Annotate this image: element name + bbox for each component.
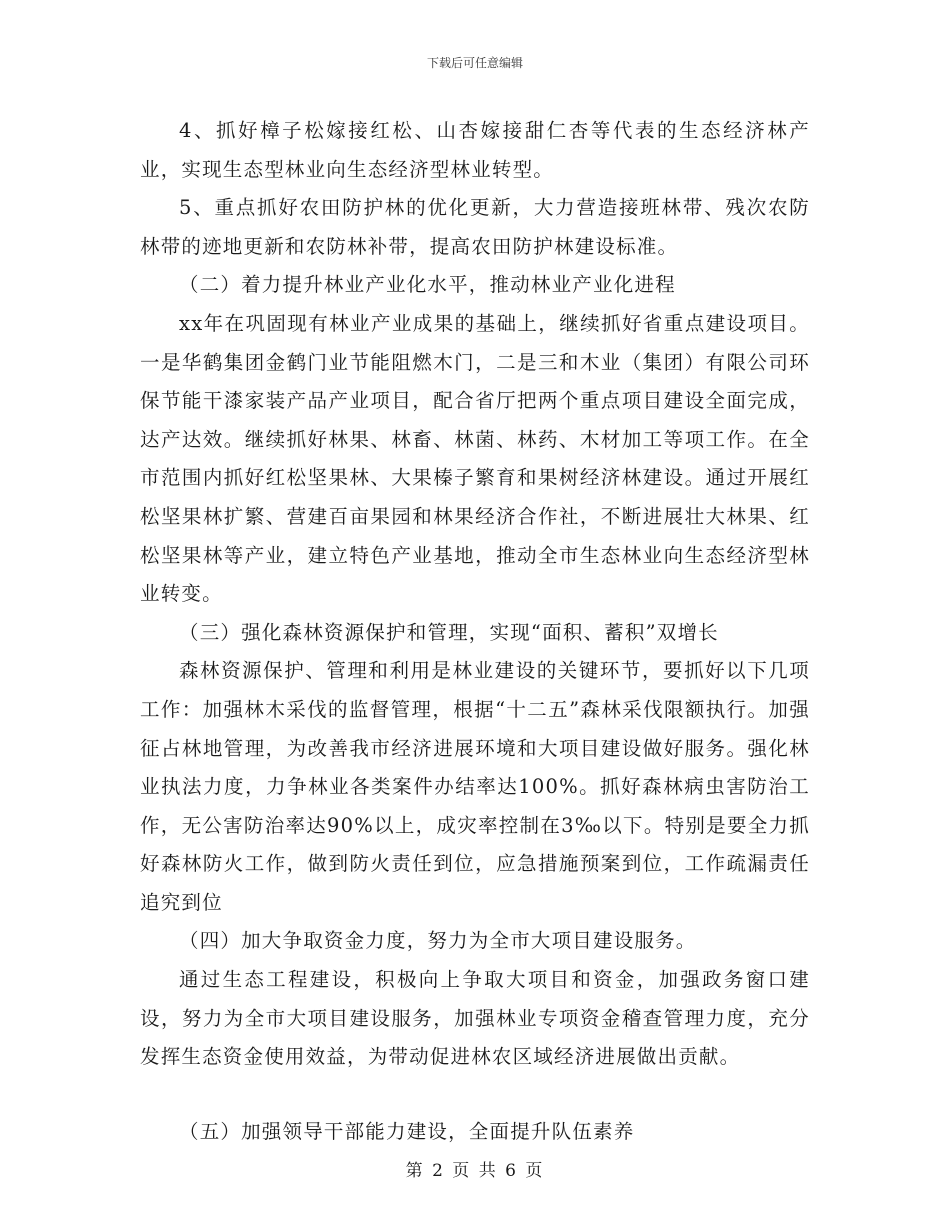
document-body (140, 112, 810, 1151)
section-heading-5: （五）加强领导干部能力建设，全面提升队伍素养 (179, 1119, 635, 1143)
section-heading-4: （四）加大争取资金力度，努力为全市大项目建设服务。 (179, 929, 697, 953)
paragraph-section-4-body: 通过生态工程建设，积极向上争取大项目和资金，加强政务窗口建设，努力为全市大项目建设服务，加强林业专项资金稽查管理力度，充分发挥生态资金使用效益，为带动促进林农区域经济进展做出贡献。 (140, 968, 810, 1069)
header-note: 下载后可任意编辑 (426, 56, 523, 70)
paragraph-section-2-body: xx年在巩固现有林业产业成果的基础上，继续抓好省重点建设项目。一是华鹤集团金鹤门业节能阻燃木门，二是三和木业（集团）有限公司环保节能干漆家装产品产业项目，配合省厅把两个重点项目建设全面完成，达产达效。继续抓好林果、林畜、林菌、林药、木材加工等项工作。在全市范围内抓好红松坚果林、大果榛子繁育和果树经济林建设。通过开展红松坚果林扩繁、营建百亩果园和林果经济合作社，不断进展壮大林果、红松坚果林等产业，建立特色产业基地，推动全市生态林业向生态经济型林业转变。 (140, 311, 810, 606)
section-heading-3: （三）强化森林资源保护和管理，实现“面积、蓄积”双增长 (179, 620, 719, 644)
paragraph-section-3-body: 森林资源保护、管理和利用是林业建设的关键环节，要抓好以下几项工作：加强林木采伐的监督管理，根据“十二五”森林采伐限额执行。加强征占林地管理，为改善我市经济进展环境和大项目建设做好服务。强化林业执法力度，力争林业各类案件办结率达100%。抓好森林病虫害防治工作，无公害防治率达90%以上，成灾率控制在3‰以下。特别是要全力抓好森林防火工作，做到防火责任到位，应急措施预案到位，工作疏漏责任追究到位 (140, 659, 810, 914)
section-heading-2: （二）着力提升林业产业化水平，推动林业产业化进程 (179, 273, 676, 297)
paragraph-item-5: 5、重点抓好农田防护林的优化更新，大力营造接班林带、残次农防林带的迹地更新和农防林补带，提高农田防护林建设标准。 (140, 196, 810, 258)
paragraph-item-4: 4、抓好樟子松嫁接红松、山杏嫁接甜仁杏等代表的生态经济林产业，实现生态型林业向生态经济型林业转型。 (140, 119, 810, 181)
page-number-footer: 第 2 页 共 6 页 (405, 1161, 545, 1181)
